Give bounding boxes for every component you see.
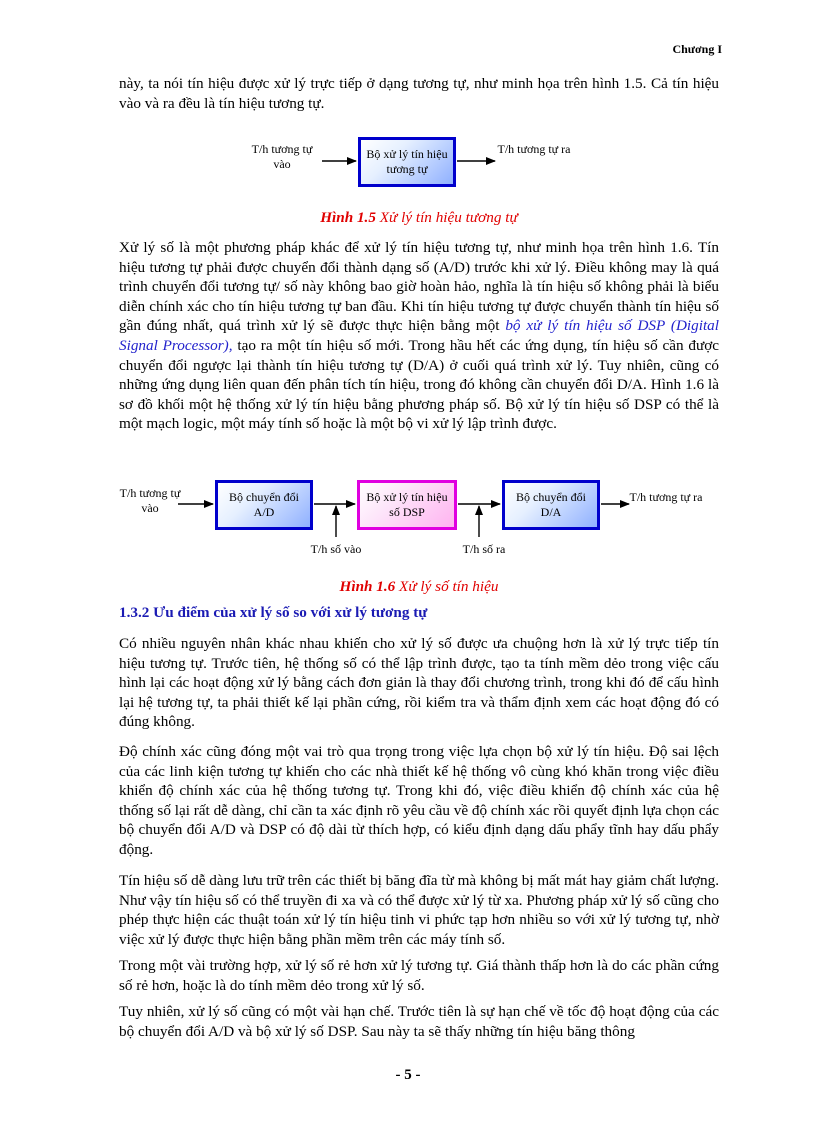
fig16-dac-box: Bộ chuyển đổi D/A xyxy=(502,480,600,530)
dsp-paragraph-text-before: Xử lý số là một phương pháp khác để xử lý tín hiệu tương tự, như minh họa trên hình 1.6. Tín hiệu tương tự phải được chuyển đổi thành dạng số (A/D) trước khi xử lý. Điều không may là quá trình chuyển đổi tương tự/ số này không bao giờ hoàn hảo, nghĩa là tín hiệu số không phải là biểu diễn chính xác cho tín hiệu tương tự ban đầu. Khi tín hiệu tương tự được chuyển thành tín hiệu số gần đúng nhất, quá trình xử lý sẽ được thực hiện bằng một xyxy=(119,239,719,335)
chapter-header: Chương I xyxy=(672,42,722,56)
fig16-caption-text: Xử lý số tín hiệu xyxy=(399,578,499,595)
body-paragraph-3: Tín hiệu số dễ dàng lưu trữ trên các thiết bị băng đĩa từ mà không bị mất mát hay giảm chất lượng. Như vậy tín hiệu số có thể truyền đi xa và có thể được xử lý từ xa. Phương pháp xử lý số cũng cho phép thực hiện các thuật toán xử lý tín hiệu tinh vi phức tạp hơn nhiều so với xử lý tương tự, nhờ việc xử lý được thực hiện bằng phần mềm trên các máy tính số. xyxy=(119,872,719,948)
fig16-adc-box: Bộ chuyển đổi A/D xyxy=(215,480,313,530)
fig15-input-label: T/h tương tự vào xyxy=(251,142,313,171)
section-heading: 1.3.2 Ưu điểm của xử lý số so với xử lý tương tự xyxy=(119,604,428,621)
fig16-dsp-box: Bộ xử lý tín hiệu số DSP xyxy=(357,480,457,530)
body-paragraph-4: Trong một vài trường hợp, xử lý số rẻ hơn xử lý tương tự. Giá thành thấp hơn là do các phần cứng số rẻ hơn, hoặc là do tính mềm dẻo trong xử lý số. xyxy=(119,957,719,994)
dsp-paragraph-text-after: tạo ra một tín hiệu số mới. Trong hầu hết các ứng dụng, tín hiệu số cần được chuyển đổi ngược lại thành tín hiệu tương tự (D/A) ở cuối quá trình xử lý. Tuy nhiên, cũng có những ứng dụng liên quan đến phân tích tín hiệu, trong đó không cần chuyển đổi D/A. Hình 1.6 là sơ đồ khối một hệ thống xử lý tín hiệu bằng phương pháp số. Bộ xử lý tín hiệu số DSP có thể là một mạch logic, một máy tính số hoặc là một bộ vi xử lý lập trình được. xyxy=(119,336,719,433)
fig16-digital-in-label: T/h số vào xyxy=(310,542,362,556)
intro-paragraph: này, ta nói tín hiệu được xử lý trực tiếp ở dạng tương tự, như minh họa trên hình 1.5. Cả tín hiệu vào và ra đều là tín hiệu tương tự. xyxy=(119,75,719,112)
fig16-caption-number: Hình 1.6 xyxy=(339,578,396,595)
fig16-input-label: T/h tương tự vào xyxy=(119,486,181,515)
dsp-term: bộ xử lý tín hiệu số DSP (Digital Signal Processor), xyxy=(119,317,719,354)
fig15-caption-text: Xử lý tín hiệu tương tự xyxy=(379,209,518,226)
body-paragraph-1: Có nhiều nguyên nhân khác nhau khiến cho xử lý số được ưa chuộng hơn là xử lý trực tiếp tín hiệu tương tự. Trước tiên, hệ thống số có thể lập trình được, tạo ta tính mềm dẻo trong việc cấu hình lại các hoạt động xử lý bằng cách đơn giản là thay đổi chương trình, trong khi đó để cấu hình lại hệ tương tự, ta phải thiết kế lại phần cứng, rồi kiểm tra và thẩm định xem các hoạt động đó có đúng không. xyxy=(119,635,719,731)
fig16-digital-out-label: T/h số ra xyxy=(462,542,506,556)
fig15-output-label: T/h tương tự ra xyxy=(497,142,571,156)
body-paragraph-5: Tuy nhiên, xử lý số cũng có một vài hạn chế. Trước tiên là sự hạn chế về tốc độ hoạt động của các bộ chuyển đổi A/D và bộ xử lý số DSP. Sau này ta sẽ thấy những tín hiệu băng thông xyxy=(119,1003,719,1040)
fig15-caption-number: Hình 1.5 xyxy=(320,209,376,226)
fig15-analog-processor-box: Bộ xử lý tín hiệu tương tự xyxy=(358,137,456,187)
page-number: - 5 - xyxy=(395,1067,421,1083)
fig16-output-label: T/h tương tự ra xyxy=(629,490,703,504)
body-paragraph-2: Độ chính xác cũng đóng một vai trò qua trọng trong việc lựa chọn bộ xử lý tín hiệu. Độ sai lệch của các linh kiện tương tự khiến cho các nhà thiết kế hệ thống vô cùng khó khăn trong việc điều khiển độ chính xác của hệ thống tương tự. Trong khi đó, việc điều khiển độ chính xác của hệ thống số lại rất dễ dàng, chỉ cần ta xác định rõ yêu cầu về độ chính xác rồi quyết định lựa chọn các bộ chuyển đổi A/D và DSP có độ dài từ thích hợp, có kiểu định dạng dấu phẩy tĩnh hay dấu phẩy động. xyxy=(119,743,719,858)
